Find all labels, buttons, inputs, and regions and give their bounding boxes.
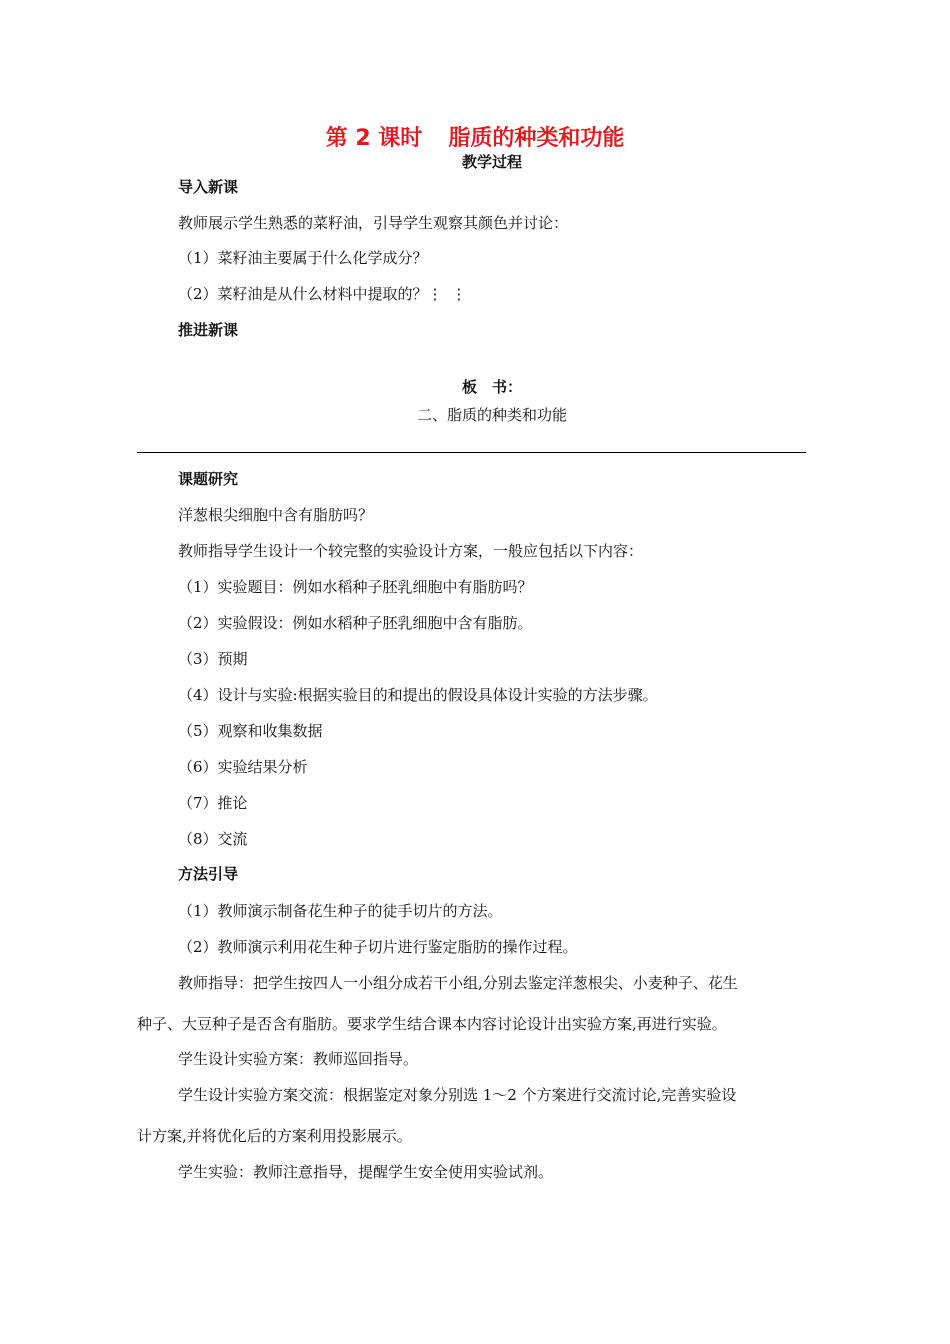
exchange-paragraph-line-1: 学生设计实验方案交流：根据鉴定对象分别选 1～2 个方案进行交流讨论,完善实验设 — [178, 1086, 737, 1104]
research-item: （3）预期 — [178, 650, 248, 668]
advance-heading: 推进新课 — [178, 321, 239, 339]
board-label: 板 书： — [461, 378, 522, 396]
research-heading: 课题研究 — [178, 470, 239, 488]
guide-paragraph-line-1: 教师指导：把学生按四人一小组分成若干小组,分别去鉴定洋葱根尖、小麦种子、花生 — [178, 974, 738, 992]
guide-paragraph-line-2: 种子、大豆种子是否含有脂肪。要求学生结合课本内容讨论设计出实验方案,再进行实验。 — [137, 1015, 727, 1033]
research-intro: 教师指导学生设计一个较完整的实验设计方案，一般应包括以下内容： — [178, 542, 644, 560]
intro-question-2 — [178, 284, 468, 304]
research-item: （4）设计与实验:根据实验目的和提出的假设具体设计实验的方法步骤。 — [178, 686, 658, 704]
research-question: 洋葱根尖细胞中含有脂肪吗？ — [178, 506, 374, 524]
intro-heading: 导入新课 — [178, 178, 239, 196]
method-item: （2）教师演示利用花生种子切片进行鉴定脂肪的操作过程。 — [178, 938, 578, 956]
lesson-number: 第 2 课时 — [325, 126, 423, 151]
research-item: （1）实验题目：例如水稻种子胚乳细胞中有脂肪吗？ — [178, 578, 533, 596]
lesson-title — [0, 121, 950, 152]
intro-question-1: （1）菜籽油主要属于什么化学成分？ — [178, 249, 428, 267]
intro-question-2-text: （2）菜籽油是从什么材料中提取的？ — [178, 285, 428, 303]
research-item: （6）实验结果分析 — [178, 758, 308, 776]
design-paragraph: 学生设计实验方案：教师巡回指导。 — [178, 1050, 419, 1068]
lesson-topic: 脂质的种类和功能 — [448, 126, 625, 151]
research-item: （2）实验假设：例如水稻种子胚乳细胞中含有脂肪。 — [178, 614, 533, 632]
research-item: （8）交流 — [178, 830, 248, 848]
section-subtitle: 教学过程 — [461, 153, 522, 171]
research-item: （7）推论 — [178, 794, 248, 812]
section-divider — [137, 452, 806, 453]
method-heading: 方法引导 — [178, 865, 239, 883]
method-item: （1）教师演示制备花生种子的徒手切片的方法。 — [178, 902, 503, 920]
exchange-paragraph-line-2: 计方案,并将优化后的方案利用投影展示。 — [137, 1127, 412, 1145]
experiment-paragraph: 学生实验：教师注意指导，提醒学生安全使用实验试剂。 — [178, 1163, 554, 1181]
research-item: （5）观察和收集数据 — [178, 722, 323, 740]
board-content: 二、脂质的种类和功能 — [416, 406, 567, 424]
continuation-dots: ⋮ ⋮ — [427, 285, 469, 303]
intro-paragraph: 教师展示学生熟悉的菜籽油，引导学生观察其颜色并讨论： — [178, 214, 569, 232]
